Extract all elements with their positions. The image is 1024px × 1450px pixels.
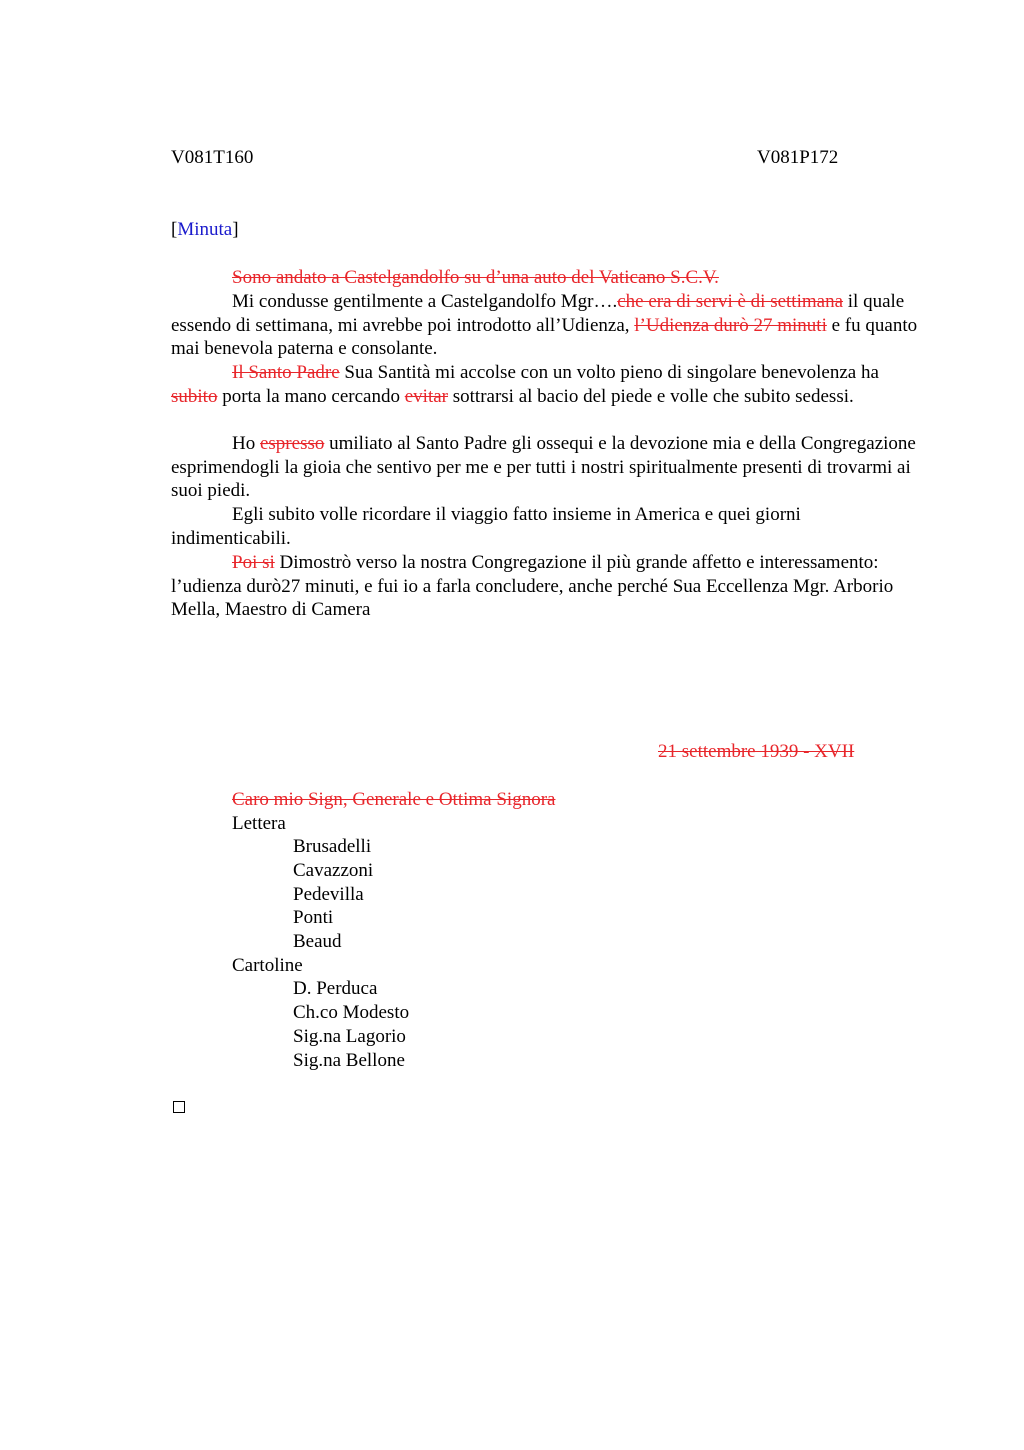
letter-recipient: Ponti [293,907,334,928]
paragraph-text: Egli subito volle ricordare il viaggio fatto insieme in America e quei giorni indimenticabili. [171,504,801,549]
document-type-label [171,219,239,241]
paragraph-3 [171,361,919,408]
deleted-text: subito [171,385,218,407]
deleted-text: l’Udienza durò 27 minuti [634,314,827,336]
paragraph-text: il quale essendo di settimana, mi avrebbe poi introdotto all’Udienza, [171,291,905,336]
label-text: Minuta [177,219,233,240]
paragraph-5 [171,503,919,550]
paragraph-text: e fu quanto mai benevola paterna e consolante. [171,314,918,360]
deleted-text: Sono andato a Castelgandolfo su d’una auto del Vaticano S.C.V. [232,267,719,288]
deleted-text: Il Santo Padre [232,362,340,383]
label-close-bracket: ] [232,219,239,240]
deleted-text: che era di servi è di settimana [617,291,844,312]
letter-recipient: Pedevilla [293,884,364,905]
paragraph-text: Ho [232,433,260,454]
letter-recipient: Beaud [293,931,342,952]
paragraph-6 [171,551,919,622]
deleted-text: evitar [404,385,448,407]
document-code-right: V081P172 [757,147,839,168]
card-recipient: D. Perduca [293,978,378,999]
paragraph-text: Sua Santità mi accolse con un volto pieno di singolare benevolenza ha [339,362,879,383]
label-open-bracket: [ [171,219,178,240]
cards-heading: Cartoline [232,955,303,976]
letter-recipient: Cavazzoni [293,860,374,881]
salutation: Caro mio Sign, Generale e Ottima Signora [232,789,556,810]
document-code-left: V081T160 [171,147,254,168]
paragraph-text: Dimostrò verso la nostra Congregazione il più grande affetto e interessamento: l’udienza durò27 minuti, e fui io a farla concludere, anche perché Sua Eccellenza Mgr. Arborio Mella, Maestro di Camera [171,552,894,621]
date-line: 21 settembre 1939 - XVII [658,741,855,762]
paragraph-text: umiliato al Santo Padre gli ossequi e la devozione mia e della Congregazione esprimendogli la gioia che sentivo per me e per tutti i nostri spiritualmente presenti di trovarmi ai suoi piedi. [171,433,916,502]
deleted-text: Poi si [232,552,275,573]
paragraph-2 [171,290,919,361]
paragraph-text: porta la mano cercando [217,385,405,407]
paragraph-4 [171,432,919,503]
card-recipient: Sig.na Lagorio [293,1026,406,1047]
empty-checkbox-icon [173,1101,185,1113]
paragraph-text: Mi condusse gentilmente a Castelgandolfo Mgr…. [232,291,618,312]
deleted-text: espresso [259,433,325,454]
paragraph-1 [171,266,919,290]
card-recipient: Sig.na Bellone [293,1050,405,1071]
letter-recipient: Brusadelli [293,836,372,857]
paragraph-text: sottrarsi al bacio del piede e volle che subito sedessi. [448,385,854,407]
card-recipient: Ch.co Modesto [293,1002,410,1023]
letters-heading: Lettera [232,813,286,834]
